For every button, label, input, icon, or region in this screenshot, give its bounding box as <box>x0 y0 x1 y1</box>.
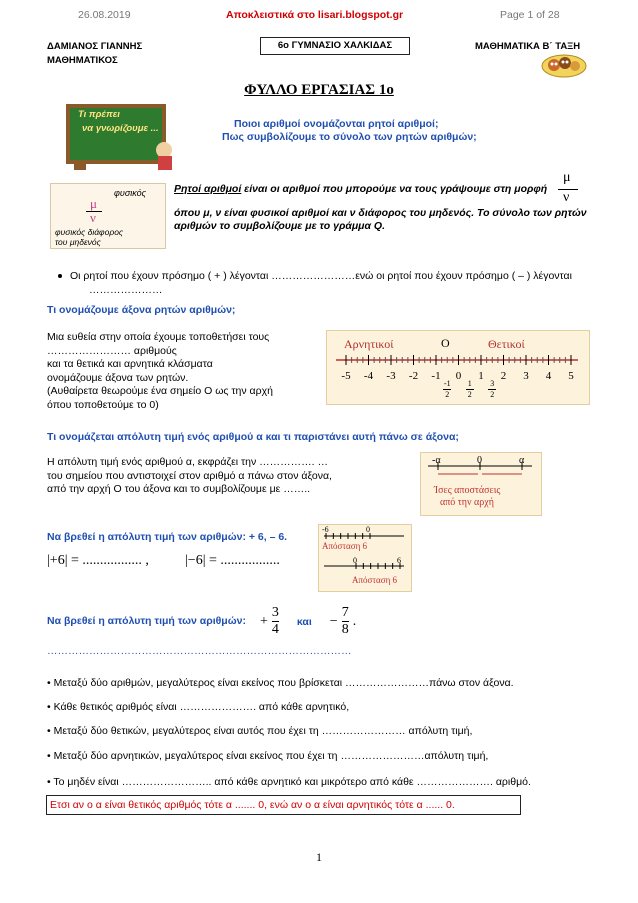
abs-a: α <box>519 455 525 466</box>
axis-tick-label: -3 <box>386 370 396 382</box>
origin-label: Ο <box>441 336 450 350</box>
axis-tick-label: 2 <box>500 370 507 382</box>
abs-caption-2: από την αρχή <box>440 497 494 508</box>
bullet-signed-line-2: ………………… <box>89 284 163 296</box>
rule-3: • Μεταξύ δύο θετικών, μεγαλύτερος είναι αυτός που έχει τη …………………… απόλυτη τιμή, <box>47 725 473 737</box>
definition-line-2: όπου μ, ν είναι φυσικοί αριθμοί και ν διάφορος του μηδενός. Το σύνολο των ρητών <box>174 207 587 219</box>
axis-tick-label: -5 <box>341 370 351 382</box>
page-number: 1 <box>316 850 322 864</box>
bullet-signed-line-1: Οι ρητοί που έχουν πρόσημο ( + ) λέγονται ……………………ενώ οι ρητοί που έχουν πρόσημο ( – ) λέγονται <box>58 270 618 282</box>
find1-bottom-left: 0 <box>353 556 357 565</box>
find2-expression: + $\frac{3}{4}$ και − $\frac{7}{8}$ . <box>260 605 357 637</box>
axis-tick-label: -1 <box>431 370 441 382</box>
banner-site[interactable]: Αποκλειστικά στο lisari.blogspot.gr <box>226 9 404 21</box>
find2-dots: …………………………………………………………………………… <box>47 645 352 657</box>
card-bottom-1: φυσικός διάφορος <box>55 227 124 237</box>
axis-text: Μια ευθεία στην οποία έχουμε τοποθετήσει τους …………………… αριθμούς και τα θετικά και αρνητικά κλάσματα ονομάζουμε άξονα των ρητών. (Αυθαίρετα θεωρούμε ένα σημείο Ο ως την αρχή όπου τοποθετούμε το 0) <box>47 331 273 411</box>
axis-tick-label: 1 <box>478 370 484 382</box>
author-role: ΜΑΘΗΜΑΤΙΚΟΣ <box>47 55 118 66</box>
positives-label: Θετικοί <box>488 337 525 351</box>
owls-logo <box>540 52 588 78</box>
fraction-3-4: $\frac{3}{4}$ <box>271 605 279 637</box>
axis-fraction-label: 3 2 <box>490 379 495 399</box>
card-bottom-2: του μηδενός <box>55 237 101 247</box>
final-conclusion-box: Ετσι αν ο α είναι θετικός αριθμός τότε α ....... 0, ενώ αν ο α είναι αρνητικός τότε α ...... 0. <box>46 795 521 815</box>
abs-text: Η απόλυτη τιμή ενός αριθμού α, εκφράζει την ……………. … του σημείου που αντιστοιχεί στον αριθμό α πάνω στον άξονα, από την αρχή Ο του άξονα και το συμβολίζουμε με …….. <box>47 456 332 495</box>
find1-heading: Να βρεθεί η απόλυτη τιμή των αριθμών: + 6, – 6. <box>47 531 288 543</box>
find1-top-caption: Απόσταση 6 <box>322 541 368 551</box>
abs-neg-a: -α <box>432 455 441 466</box>
find1-top-right: 0 <box>366 525 370 534</box>
rule-2: • Κάθε θετικός αριθμός είναι …………………. από κάθε αρνητικό, <box>47 701 350 713</box>
definition-line-3: αριθμών το συμβολίζουμε με το γράμμα Q. <box>174 220 386 232</box>
rule-4: • Μεταξύ δύο αρνητικών, μεγαλύτερος είναι εκείνος που έχει τη ……………………απόλυτη τιμή, <box>47 750 489 762</box>
abs-caption-1: Ίσες αποστάσεις <box>434 485 501 496</box>
card-mu: μ <box>90 196 97 211</box>
axis-tick-label: 3 <box>523 370 529 382</box>
axis-tick-label: -4 <box>363 370 374 382</box>
find1-top-left: -6 <box>322 525 329 534</box>
find1-bottom-right: 6 <box>397 556 401 565</box>
school-box: 6ο ΓΥΜΝΑΣΙΟ ΧΑΛΚΙΔΑΣ <box>260 37 410 55</box>
rational-axis-svg <box>326 330 588 403</box>
axis-fraction-label: -1 2 <box>443 379 451 399</box>
page-title: ΦΥΛΛΟ ΕΡΓΑΣΙΑΣ 1ο <box>244 82 394 98</box>
banner-date: 26.08.2019 <box>78 9 131 21</box>
definition-nu: ν <box>563 190 570 205</box>
course-label: ΜΑΘΗΜΑΤΙΚΑ Β΄ ΤΑΞΗ <box>475 41 581 52</box>
banner-page: Page 1 of 28 <box>500 9 560 21</box>
find2-heading: Να βρεθεί η απόλυτη τιμή των αριθμών: <box>47 615 246 627</box>
find1-bottom-caption: Απόσταση 6 <box>352 575 398 585</box>
axis-heading: Τι ονομάζουμε άξονα ρητών αριθμών; <box>47 304 236 316</box>
find1-expr-2: |−6| = ................. <box>185 553 280 568</box>
axis-tick-label: 5 <box>568 370 574 382</box>
chalk-line-1: Τι πρέπει <box>78 109 120 120</box>
rule-1: • Μεταξύ δύο αριθμών, μεγαλύτερος είναι εκείνος που βρίσκεται ……………………πάνω στον άξονα. <box>47 677 514 689</box>
fraction-7-8: $\frac{7}{8}$ <box>341 605 349 637</box>
definition-line-1: Ρητοί αριθμοί είναι οι αριθμοί που μπορούμε να τους γράψουμε στη μορφή <box>174 183 548 195</box>
abs-heading: Τι ονομάζεται απόλυτη τιμή ενός αριθμού α και τι παριστάνει αυτή πάνω σε άξονα; <box>47 431 459 443</box>
abs-zero: 0 <box>477 455 482 466</box>
axis-tick-label: -2 <box>408 370 419 382</box>
question-1: Ποιοι αριθμοί ονομάζονται ρητοί αριθμοί; <box>234 118 439 130</box>
question-2: Πως συμβολίζουμε το σύνολο των ρητών αριθμών; <box>222 131 477 143</box>
negatives-label: Αρνητικοί <box>344 337 394 351</box>
axis-tick-label: 0 <box>455 370 462 382</box>
card-top-label: φυσικός <box>114 188 147 198</box>
definition-mu: μ <box>563 170 571 185</box>
chalk-line-2: να γνωρίζουμε ... <box>82 123 159 134</box>
axis-fraction-label: 1 2 <box>467 379 472 399</box>
rule-5: • Το μηδέν είναι …………………….. από κάθε αρνητικό και μικρότερο από κάθε …………………. αριθμό. <box>47 776 531 788</box>
card-nu: ν <box>90 210 96 225</box>
author-name: ΔΑΜΙΑΝΟΣ ΓΙΑΝΝΗΣ <box>47 41 143 52</box>
axis-tick-label: 4 <box>545 370 552 382</box>
definition-term: Ρητοί αριθμοί <box>174 183 242 195</box>
find1-expr-1: |+6| = ................. , <box>47 553 149 568</box>
bullet-dot <box>58 274 62 278</box>
